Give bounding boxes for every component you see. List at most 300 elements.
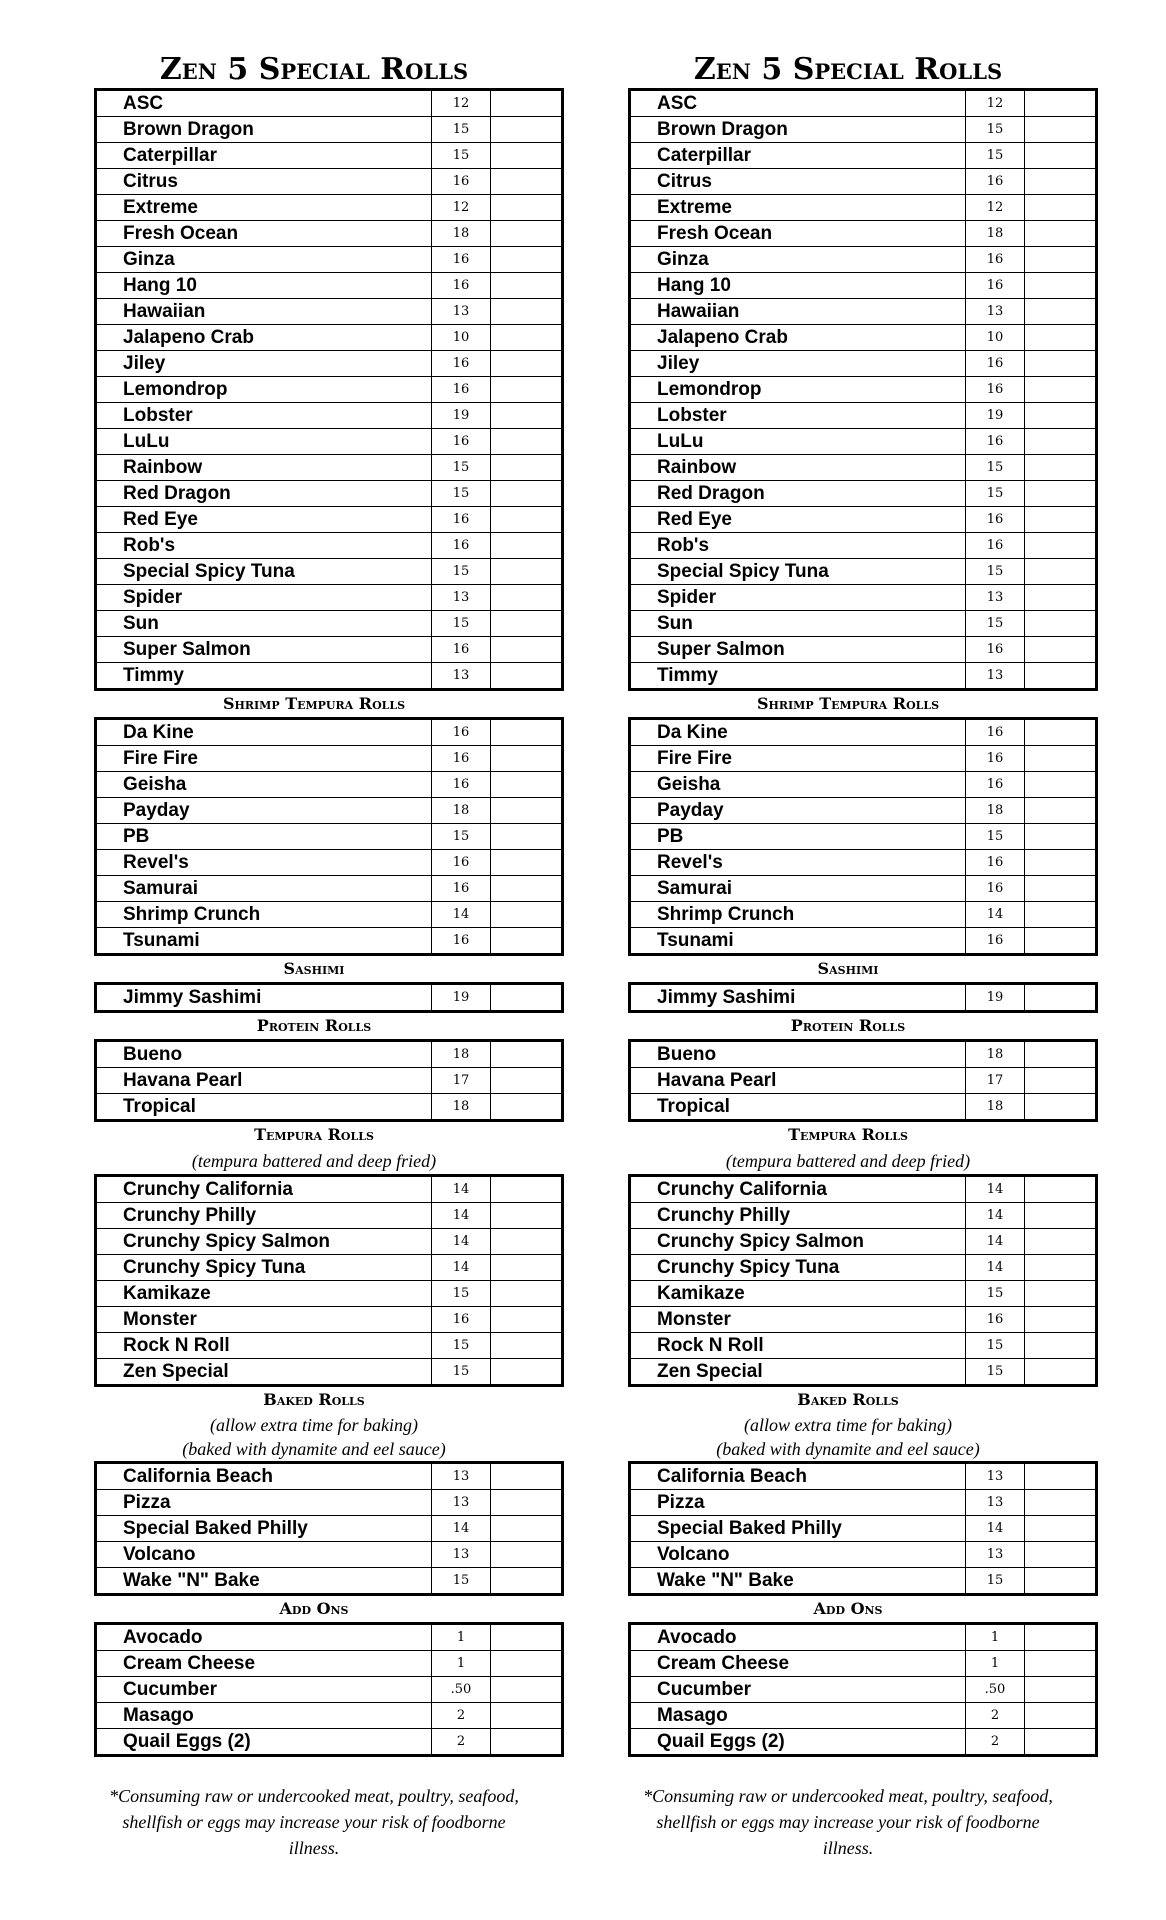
- item-name: Avocado: [96, 1624, 432, 1651]
- item-name: Tropical: [630, 1094, 966, 1121]
- quantity-field[interactable]: [491, 1359, 563, 1386]
- quantity-field[interactable]: [491, 1568, 563, 1595]
- item-name: Bueno: [630, 1041, 966, 1068]
- item-name: Special Baked Philly: [630, 1516, 966, 1542]
- item-price: 14: [432, 1255, 491, 1281]
- quantity-field[interactable]: [1025, 1490, 1097, 1516]
- quantity-field[interactable]: [1025, 273, 1097, 299]
- quantity-field[interactable]: [491, 1542, 563, 1568]
- item-price: 16: [966, 273, 1025, 299]
- item-price: 18: [966, 1094, 1025, 1121]
- quantity-field[interactable]: [491, 143, 563, 169]
- item-price: 16: [432, 746, 491, 772]
- item-price: 18: [966, 221, 1025, 247]
- quantity-field[interactable]: [1025, 1703, 1097, 1729]
- quantity-field[interactable]: [491, 403, 563, 429]
- quantity-field[interactable]: [491, 1333, 563, 1359]
- menu-row: [96, 455, 563, 481]
- quantity-field[interactable]: [491, 481, 563, 507]
- menu-table-baked-rolls: [94, 1461, 564, 1596]
- menu-row: [630, 533, 1097, 559]
- item-price: 15: [432, 1333, 491, 1359]
- item-name: LuLu: [630, 429, 966, 455]
- quantity-field[interactable]: [1025, 299, 1097, 325]
- item-price: 18: [432, 221, 491, 247]
- quantity-field[interactable]: [491, 195, 563, 221]
- item-price: 16: [432, 507, 491, 533]
- menu-row: [630, 117, 1097, 143]
- quantity-field[interactable]: [1025, 1516, 1097, 1542]
- quantity-field[interactable]: [491, 1281, 563, 1307]
- item-price: 15: [432, 481, 491, 507]
- quantity-field[interactable]: [491, 429, 563, 455]
- quantity-field[interactable]: [1025, 221, 1097, 247]
- item-price: 19: [432, 984, 491, 1012]
- quantity-field[interactable]: [1025, 719, 1097, 746]
- menu-row: [96, 377, 563, 403]
- menu-table-baked-rolls: [628, 1461, 1098, 1596]
- item-price: 19: [432, 403, 491, 429]
- menu-row: [630, 351, 1097, 377]
- item-price: 15: [966, 1281, 1025, 1307]
- item-name: Payday: [96, 798, 432, 824]
- item-price: 15: [432, 1359, 491, 1386]
- quantity-field[interactable]: [491, 273, 563, 299]
- item-price: 16: [966, 850, 1025, 876]
- quantity-field[interactable]: [491, 1094, 563, 1121]
- quantity-field[interactable]: [1025, 876, 1097, 902]
- menu-row: [96, 585, 563, 611]
- quantity-field[interactable]: [1025, 377, 1097, 403]
- menu-row: [630, 824, 1097, 850]
- item-price: 16: [966, 928, 1025, 955]
- item-price: 18: [966, 798, 1025, 824]
- item-name: California Beach: [630, 1463, 966, 1490]
- item-price: 15: [966, 117, 1025, 143]
- item-price: 15: [966, 824, 1025, 850]
- item-price: 12: [966, 90, 1025, 117]
- quantity-field[interactable]: [1025, 403, 1097, 429]
- item-price: 16: [432, 850, 491, 876]
- quantity-field[interactable]: [491, 1176, 563, 1203]
- quantity-field[interactable]: [1025, 1359, 1097, 1386]
- item-name: Monster: [96, 1307, 432, 1333]
- item-name: Rock N Roll: [630, 1333, 966, 1359]
- item-price: 1: [966, 1651, 1025, 1677]
- item-name: Hawaiian: [96, 299, 432, 325]
- section-title-protein-rolls: Protein Rolls: [256, 1016, 372, 1035]
- item-price: 16: [966, 507, 1025, 533]
- menu-row: [630, 1490, 1097, 1516]
- menu-row: [630, 1203, 1097, 1229]
- section-title-add-ons: Add Ons: [813, 1599, 883, 1618]
- menu-row: [630, 455, 1097, 481]
- menu-row: [96, 798, 563, 824]
- menu-row: [96, 746, 563, 772]
- section-note: (allow extra time for baking): [210, 1415, 418, 1435]
- quantity-field[interactable]: [491, 169, 563, 195]
- quantity-field[interactable]: [491, 247, 563, 273]
- item-name: Sun: [96, 611, 432, 637]
- quantity-field[interactable]: [491, 377, 563, 403]
- item-name: Rock N Roll: [96, 1333, 432, 1359]
- quantity-field[interactable]: [1025, 90, 1097, 117]
- item-name: Special Baked Philly: [96, 1516, 432, 1542]
- item-name: Masago: [96, 1703, 432, 1729]
- item-name: Red Eye: [630, 507, 966, 533]
- item-name: Crunchy California: [630, 1176, 966, 1203]
- menu-row: [630, 984, 1097, 1012]
- item-name: Havana Pearl: [96, 1068, 432, 1094]
- menu-row: [630, 195, 1097, 221]
- menu-row: [96, 1516, 563, 1542]
- item-price: 16: [432, 169, 491, 195]
- item-name: Rainbow: [96, 455, 432, 481]
- item-name: Jimmy Sashimi: [96, 984, 432, 1012]
- quantity-field[interactable]: [491, 611, 563, 637]
- item-price: 16: [966, 876, 1025, 902]
- item-name: Avocado: [630, 1624, 966, 1651]
- section-note: (baked with dynamite and eel sauce): [716, 1439, 980, 1459]
- quantity-field[interactable]: [491, 1624, 563, 1651]
- item-name: Geisha: [96, 772, 432, 798]
- quantity-field[interactable]: [491, 984, 563, 1012]
- item-name: Hang 10: [96, 273, 432, 299]
- item-name: Payday: [630, 798, 966, 824]
- menu-row: [630, 772, 1097, 798]
- quantity-field[interactable]: [491, 221, 563, 247]
- quantity-field[interactable]: [491, 746, 563, 772]
- quantity-field[interactable]: [491, 559, 563, 585]
- quantity-field[interactable]: [1025, 663, 1097, 690]
- menu-row: [630, 507, 1097, 533]
- menu-table-special-rolls: [628, 88, 1098, 691]
- item-price: 14: [966, 1176, 1025, 1203]
- menu-row: [96, 1729, 563, 1756]
- quantity-field[interactable]: [1025, 637, 1097, 663]
- item-price: 13: [432, 1463, 491, 1490]
- item-price: 2: [966, 1729, 1025, 1756]
- quantity-field[interactable]: [1025, 1041, 1097, 1068]
- quantity-field[interactable]: [491, 850, 563, 876]
- item-price: 10: [966, 325, 1025, 351]
- item-price: 16: [432, 928, 491, 955]
- menu-row: [630, 1307, 1097, 1333]
- item-name: Jimmy Sashimi: [630, 984, 966, 1012]
- item-price: 12: [966, 195, 1025, 221]
- menu-row: [630, 1624, 1097, 1651]
- section-title-shrimp-tempura-rolls: Shrimp Tempura Rolls: [756, 694, 940, 713]
- item-name: Samurai: [630, 876, 966, 902]
- quantity-field[interactable]: [491, 1463, 563, 1490]
- quantity-field[interactable]: [491, 1255, 563, 1281]
- quantity-field[interactable]: [1025, 507, 1097, 533]
- item-name: PB: [630, 824, 966, 850]
- quantity-field[interactable]: [491, 637, 563, 663]
- quantity-field[interactable]: [1025, 585, 1097, 611]
- menu-row: [96, 1281, 563, 1307]
- item-price: 15: [432, 611, 491, 637]
- item-price: 16: [432, 533, 491, 559]
- quantity-field[interactable]: [1025, 533, 1097, 559]
- quantity-field[interactable]: [1025, 351, 1097, 377]
- menu-column-right: [628, 52, 1068, 1861]
- item-price: 14: [432, 1176, 491, 1203]
- item-price: 13: [432, 663, 491, 690]
- section-title-tempura-rolls: Tempura Rolls: [788, 1125, 908, 1144]
- item-name: Cucumber: [96, 1677, 432, 1703]
- item-name: Wake "N" Bake: [630, 1568, 966, 1595]
- item-price: 13: [432, 585, 491, 611]
- menu-row: [96, 1041, 563, 1068]
- quantity-field[interactable]: [491, 798, 563, 824]
- item-name: Brown Dragon: [630, 117, 966, 143]
- quantity-field[interactable]: [491, 1203, 563, 1229]
- menu-row: [96, 1703, 563, 1729]
- quantity-field[interactable]: [1025, 1542, 1097, 1568]
- quantity-field[interactable]: [491, 325, 563, 351]
- menu-row: [96, 1203, 563, 1229]
- quantity-field[interactable]: [491, 117, 563, 143]
- menu-table-protein-rolls: [628, 1039, 1098, 1122]
- item-name: Crunchy Philly: [96, 1203, 432, 1229]
- item-price: 13: [966, 1463, 1025, 1490]
- menu-row: [96, 824, 563, 850]
- menu-row: [96, 663, 563, 690]
- quantity-field[interactable]: [1025, 1729, 1097, 1756]
- item-price: 16: [432, 719, 491, 746]
- item-price: 16: [432, 876, 491, 902]
- item-name: Red Dragon: [630, 481, 966, 507]
- quantity-field[interactable]: [1025, 928, 1097, 955]
- item-name: PB: [96, 824, 432, 850]
- item-name: Geisha: [630, 772, 966, 798]
- menu-row: [630, 798, 1097, 824]
- item-name: Fresh Ocean: [630, 221, 966, 247]
- item-name: Rob's: [630, 533, 966, 559]
- menu-row: [96, 1463, 563, 1490]
- menu-row: [96, 1677, 563, 1703]
- item-price: 16: [966, 1307, 1025, 1333]
- quantity-field[interactable]: [1025, 798, 1097, 824]
- item-name: ASC: [630, 90, 966, 117]
- menu-row: [630, 1068, 1097, 1094]
- menu-row: [630, 90, 1097, 117]
- item-name: Cream Cheese: [630, 1651, 966, 1677]
- quantity-field[interactable]: [491, 1307, 563, 1333]
- item-price: 14: [432, 1229, 491, 1255]
- menu-row: [96, 1490, 563, 1516]
- menu-row: [630, 403, 1097, 429]
- item-name: Quail Eggs (2): [96, 1729, 432, 1756]
- quantity-field[interactable]: [491, 455, 563, 481]
- item-name: Extreme: [96, 195, 432, 221]
- quantity-field[interactable]: [491, 1229, 563, 1255]
- item-price: 19: [966, 984, 1025, 1012]
- quantity-field[interactable]: [1025, 1176, 1097, 1203]
- quantity-field[interactable]: [1025, 1203, 1097, 1229]
- quantity-field[interactable]: [491, 719, 563, 746]
- quantity-field[interactable]: [491, 1651, 563, 1677]
- menu-row: [630, 1333, 1097, 1359]
- item-name: Shrimp Crunch: [630, 902, 966, 928]
- quantity-field[interactable]: [1025, 772, 1097, 798]
- item-name: Kamikaze: [630, 1281, 966, 1307]
- item-price: 14: [432, 1203, 491, 1229]
- menu-row: [630, 719, 1097, 746]
- quantity-field[interactable]: [1025, 559, 1097, 585]
- menu-column-left: [94, 52, 534, 1861]
- item-price: 15: [432, 559, 491, 585]
- item-name: Timmy: [96, 663, 432, 690]
- item-name: Fire Fire: [630, 746, 966, 772]
- section-title-add-ons: Add Ons: [279, 1599, 349, 1618]
- quantity-field[interactable]: [491, 507, 563, 533]
- item-name: Kamikaze: [96, 1281, 432, 1307]
- menu-row: [96, 928, 563, 955]
- item-name: Tsunami: [96, 928, 432, 955]
- item-name: Caterpillar: [96, 143, 432, 169]
- quantity-field[interactable]: [1025, 850, 1097, 876]
- item-name: Citrus: [96, 169, 432, 195]
- item-price: 13: [966, 663, 1025, 690]
- food-safety-disclaimer: *Consuming raw or undercooked meat, poultry, seafood, shellfish or eggs may increase your risk of foodborne illness.: [643, 1786, 1053, 1858]
- item-price: .50: [966, 1677, 1025, 1703]
- item-price: 15: [966, 559, 1025, 585]
- item-price: 16: [432, 247, 491, 273]
- section-note: (tempura battered and deep fried): [191, 1151, 437, 1171]
- item-name: Ginza: [96, 247, 432, 273]
- item-name: Citrus: [630, 169, 966, 195]
- item-price: 15: [432, 1568, 491, 1595]
- menu-row: [96, 299, 563, 325]
- quantity-field[interactable]: [491, 299, 563, 325]
- quantity-field[interactable]: [1025, 1068, 1097, 1094]
- quantity-field[interactable]: [1025, 481, 1097, 507]
- quantity-field[interactable]: [1025, 325, 1097, 351]
- item-name: Da Kine: [630, 719, 966, 746]
- item-price: 16: [432, 1307, 491, 1333]
- quantity-field[interactable]: [1025, 195, 1097, 221]
- item-price: 16: [432, 351, 491, 377]
- quantity-field[interactable]: [1025, 1229, 1097, 1255]
- quantity-field[interactable]: [491, 533, 563, 559]
- item-price: 15: [432, 824, 491, 850]
- quantity-field[interactable]: [491, 928, 563, 955]
- quantity-field[interactable]: [1025, 1333, 1097, 1359]
- quantity-field[interactable]: [491, 772, 563, 798]
- item-name: Cucumber: [630, 1677, 966, 1703]
- menu-row: [630, 1255, 1097, 1281]
- quantity-field[interactable]: [1025, 1624, 1097, 1651]
- quantity-field[interactable]: [1025, 143, 1097, 169]
- quantity-field[interactable]: [1025, 984, 1097, 1012]
- item-name: Crunchy Spicy Tuna: [630, 1255, 966, 1281]
- item-price: 16: [966, 429, 1025, 455]
- menu-row: [96, 533, 563, 559]
- quantity-field[interactable]: [1025, 824, 1097, 850]
- item-price: 18: [432, 1094, 491, 1121]
- menu-row: [630, 850, 1097, 876]
- quantity-field[interactable]: [1025, 455, 1097, 481]
- item-name: Lemondrop: [96, 377, 432, 403]
- quantity-field[interactable]: [1025, 1568, 1097, 1595]
- quantity-field[interactable]: [1025, 429, 1097, 455]
- quantity-field[interactable]: [1025, 746, 1097, 772]
- quantity-field[interactable]: [1025, 1307, 1097, 1333]
- menu-row: [630, 1516, 1097, 1542]
- item-price: 1: [432, 1651, 491, 1677]
- menu-row: [630, 1651, 1097, 1677]
- menu-row: [96, 90, 563, 117]
- item-price: 16: [432, 772, 491, 798]
- quantity-field[interactable]: [1025, 117, 1097, 143]
- item-name: Spider: [96, 585, 432, 611]
- quantity-field[interactable]: [491, 1729, 563, 1756]
- quantity-field[interactable]: [491, 824, 563, 850]
- menu-row: [630, 429, 1097, 455]
- item-name: Caterpillar: [630, 143, 966, 169]
- quantity-field[interactable]: [491, 1068, 563, 1094]
- quantity-field[interactable]: [1025, 611, 1097, 637]
- item-price: 13: [966, 299, 1025, 325]
- item-name: Crunchy Spicy Tuna: [96, 1255, 432, 1281]
- quantity-field[interactable]: [1025, 1281, 1097, 1307]
- quantity-field[interactable]: [491, 1490, 563, 1516]
- quantity-field[interactable]: [1025, 1677, 1097, 1703]
- quantity-field[interactable]: [491, 351, 563, 377]
- item-price: 16: [966, 247, 1025, 273]
- menu-table-sashimi: [94, 982, 564, 1013]
- quantity-field[interactable]: [491, 1703, 563, 1729]
- quantity-field[interactable]: [1025, 247, 1097, 273]
- item-name: Rainbow: [630, 455, 966, 481]
- quantity-field[interactable]: [491, 1041, 563, 1068]
- menu-row: [96, 850, 563, 876]
- quantity-field[interactable]: [491, 902, 563, 928]
- quantity-field[interactable]: [491, 1516, 563, 1542]
- quantity-field[interactable]: [491, 876, 563, 902]
- item-price: 15: [432, 1281, 491, 1307]
- quantity-field[interactable]: [1025, 169, 1097, 195]
- menu-row: [630, 143, 1097, 169]
- quantity-field[interactable]: [1025, 1651, 1097, 1677]
- quantity-field[interactable]: [1025, 1463, 1097, 1490]
- quantity-field[interactable]: [491, 585, 563, 611]
- menu-row: [96, 1068, 563, 1094]
- section-title-sashimi: Sashimi: [283, 959, 345, 978]
- quantity-field[interactable]: [1025, 1255, 1097, 1281]
- quantity-field[interactable]: [1025, 1094, 1097, 1121]
- quantity-field[interactable]: [491, 90, 563, 117]
- menu-row: [96, 1542, 563, 1568]
- section-note: (tempura battered and deep fried): [725, 1151, 971, 1171]
- item-price: 15: [432, 117, 491, 143]
- quantity-field[interactable]: [1025, 902, 1097, 928]
- menu-row: [96, 772, 563, 798]
- item-name: LuLu: [96, 429, 432, 455]
- item-name: ASC: [96, 90, 432, 117]
- menu-row: [630, 559, 1097, 585]
- section-title-tempura-rolls: Tempura Rolls: [254, 1125, 374, 1144]
- section-title-shrimp-tempura-rolls: Shrimp Tempura Rolls: [222, 694, 406, 713]
- quantity-field[interactable]: [491, 663, 563, 690]
- quantity-field[interactable]: [491, 1677, 563, 1703]
- menu-row: [630, 611, 1097, 637]
- item-price: 13: [432, 1490, 491, 1516]
- menu-row: [96, 611, 563, 637]
- item-price: 16: [432, 429, 491, 455]
